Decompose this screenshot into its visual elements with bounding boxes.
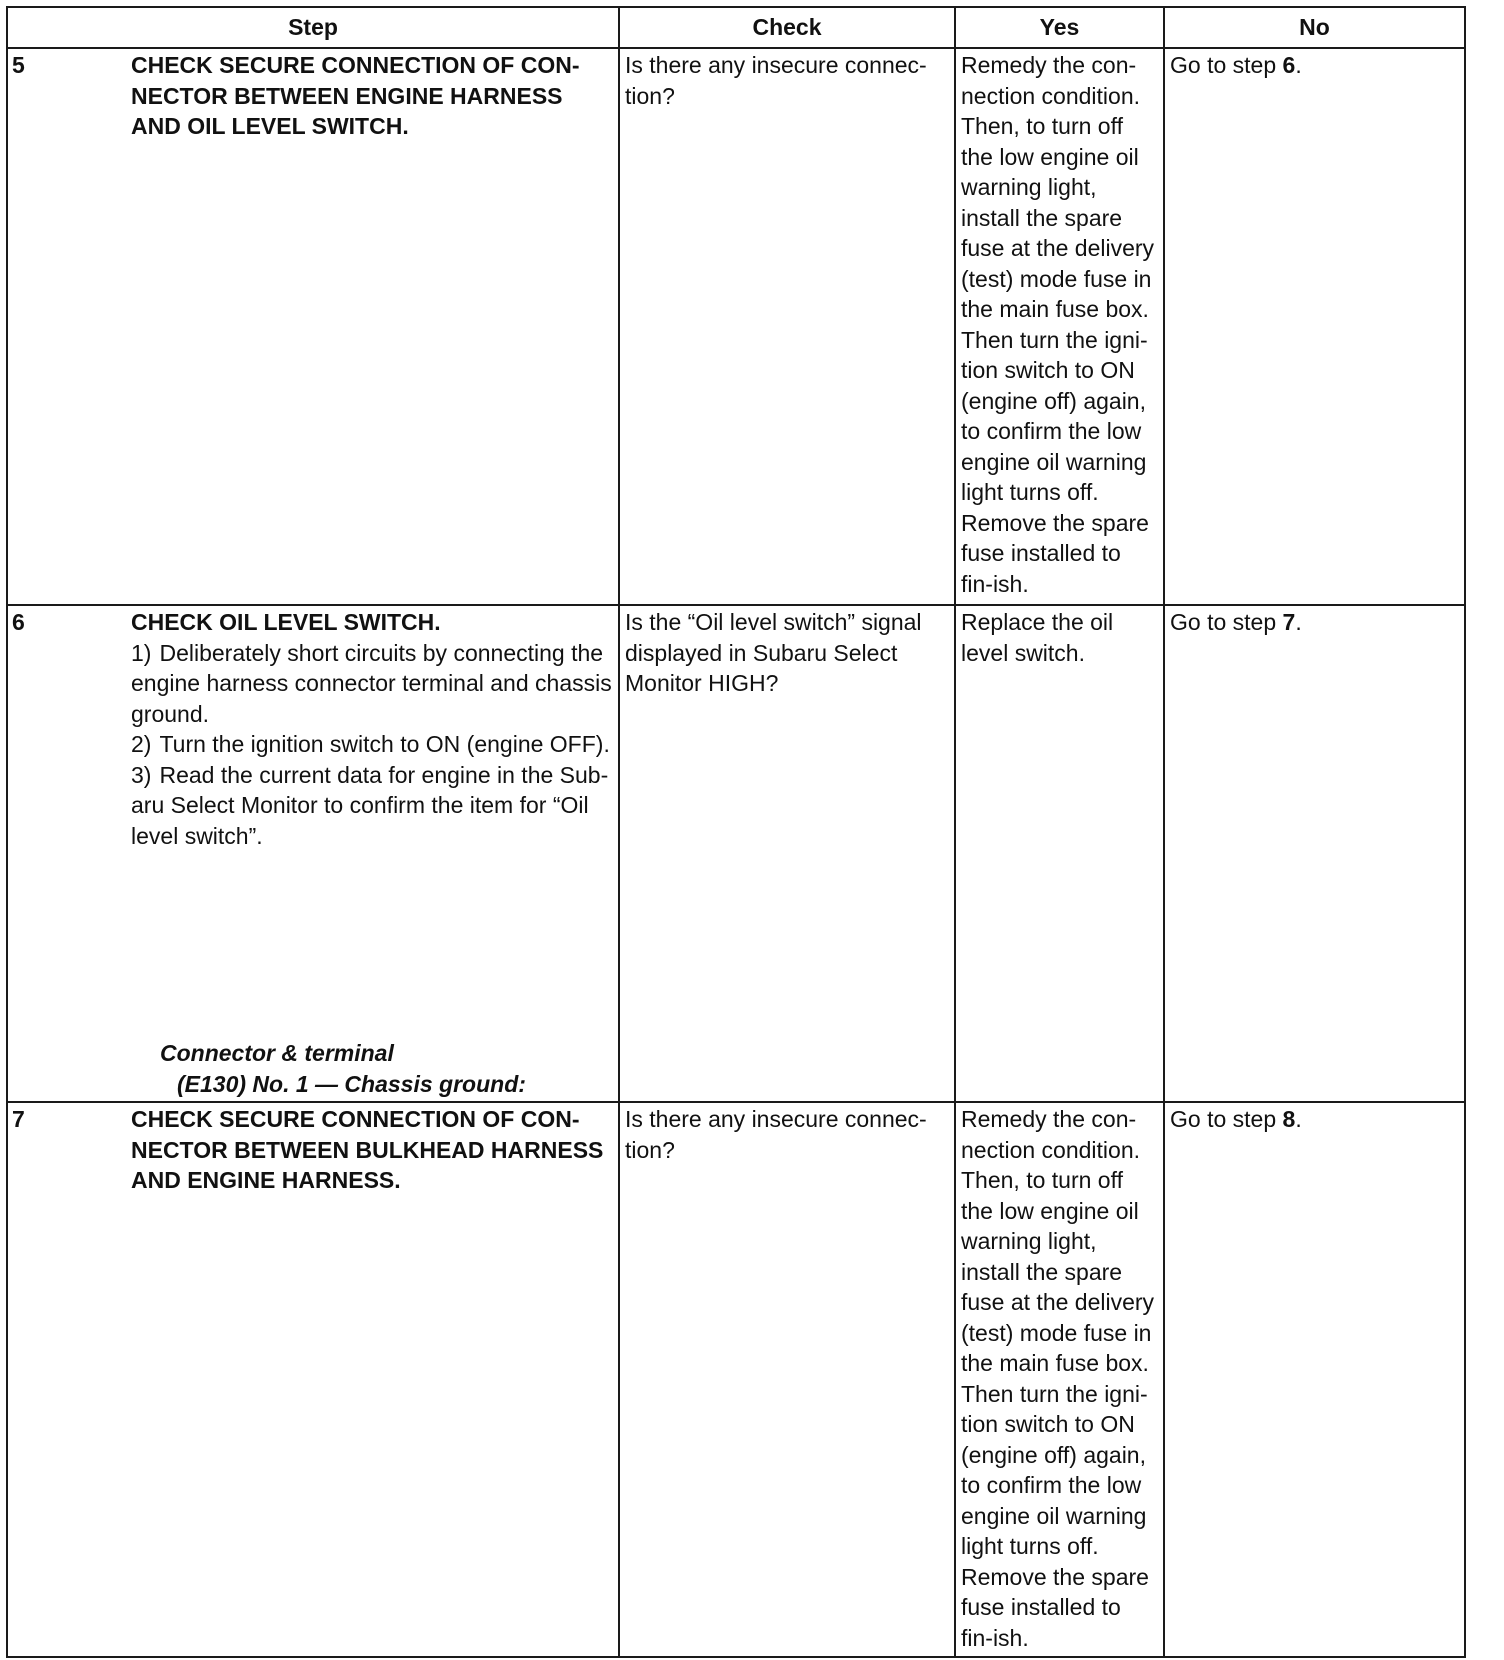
header-row [7, 7, 1465, 48]
connector-value: (E130) No. 1 — Chassis ground: [177, 1070, 526, 1097]
header-no: No [1164, 7, 1465, 48]
no-cell [1164, 48, 1465, 605]
no-step-number: 7 [1282, 609, 1296, 635]
yes-cell: Remedy the con-nection condition. Then, to turn off the low engine oil warning light, install the spare fuse at the delivery (test) mode fuse in the main fuse box. Then turn the igni-tion switch to ON (engine off) again, to confirm the low engine oil warning light turns off. Remove the spare fuse installed to fin-ish. [955, 48, 1164, 605]
procedure-list [131, 638, 613, 852]
header-step: Step [7, 7, 619, 48]
no-cell [1164, 1102, 1465, 1657]
no-prefix: Go to step [1170, 1106, 1283, 1132]
step-cell [7, 1102, 619, 1657]
header-check: Check [619, 7, 955, 48]
check-cell: Is the “Oil level switch” signal displayed in Subaru Select Monitor HIGH? [619, 605, 955, 1102]
yes-cell: Remedy the con-nection condition. Then, to turn off the low engine oil warning light, install the spare fuse at the delivery (test) mode fuse in the main fuse box. Then turn the igni-tion switch to ON (engine off) again, to confirm the low engine oil warning light turns off. Remove the spare fuse installed to fin-ish. [955, 1102, 1164, 1657]
no-cell [1164, 605, 1465, 1102]
step-number: 5 [12, 52, 25, 78]
no-step-number: 6 [1282, 52, 1296, 78]
procedure-item [131, 760, 613, 852]
step-title: CHECK SECURE CONNECTION OF CON-NECTOR BETWEEN ENGINE HARNESS AND OIL LEVEL SWITCH. [131, 52, 580, 139]
step-cell [7, 605, 619, 1102]
no-suffix: . [1295, 52, 1302, 78]
step-number: 6 [12, 609, 25, 635]
no-suffix: . [1295, 609, 1302, 635]
procedure-text: Turn the ignition switch to ON (engine OFF). [159, 731, 610, 757]
procedure-item [131, 729, 613, 760]
procedure-index: 1) [131, 639, 152, 666]
header-yes: Yes [955, 7, 1164, 48]
yes-cell: Replace the oil level switch. [955, 605, 1164, 1102]
connector-label: Connector & terminal [160, 1040, 394, 1066]
step-number: 7 [12, 1106, 25, 1132]
step-cell [7, 48, 619, 605]
connector-note [160, 1038, 526, 1099]
procedure-index: 2) [131, 731, 152, 757]
procedure-text: Deliberately short circuits by connecting the engine harness connector terminal and chassis ground. [131, 639, 612, 727]
step-title: CHECK SECURE CONNECTION OF CON-NECTOR BETWEEN BULKHEAD HARNESS AND ENGINE HARNESS. [131, 1106, 604, 1193]
check-cell: Is there any insecure connec-tion? [619, 48, 955, 605]
table-row [7, 1102, 1465, 1657]
procedure-index: 3) [131, 761, 152, 788]
step-title: CHECK OIL LEVEL SWITCH. [131, 609, 441, 635]
check-cell: Is there any insecure connec-tion? [619, 1102, 955, 1657]
no-step-number: 8 [1282, 1106, 1296, 1132]
no-prefix: Go to step [1170, 52, 1283, 78]
procedure-text: Read the current data for engine in the Sub-aru Select Monitor to confirm the item for “Oil level switch”. [131, 761, 609, 849]
no-prefix: Go to step [1170, 609, 1283, 635]
procedure-item [131, 638, 613, 730]
table-row [7, 605, 1465, 1102]
table-row [7, 48, 1465, 605]
diagnostic-table [6, 6, 1466, 1658]
no-suffix: . [1295, 1106, 1302, 1132]
